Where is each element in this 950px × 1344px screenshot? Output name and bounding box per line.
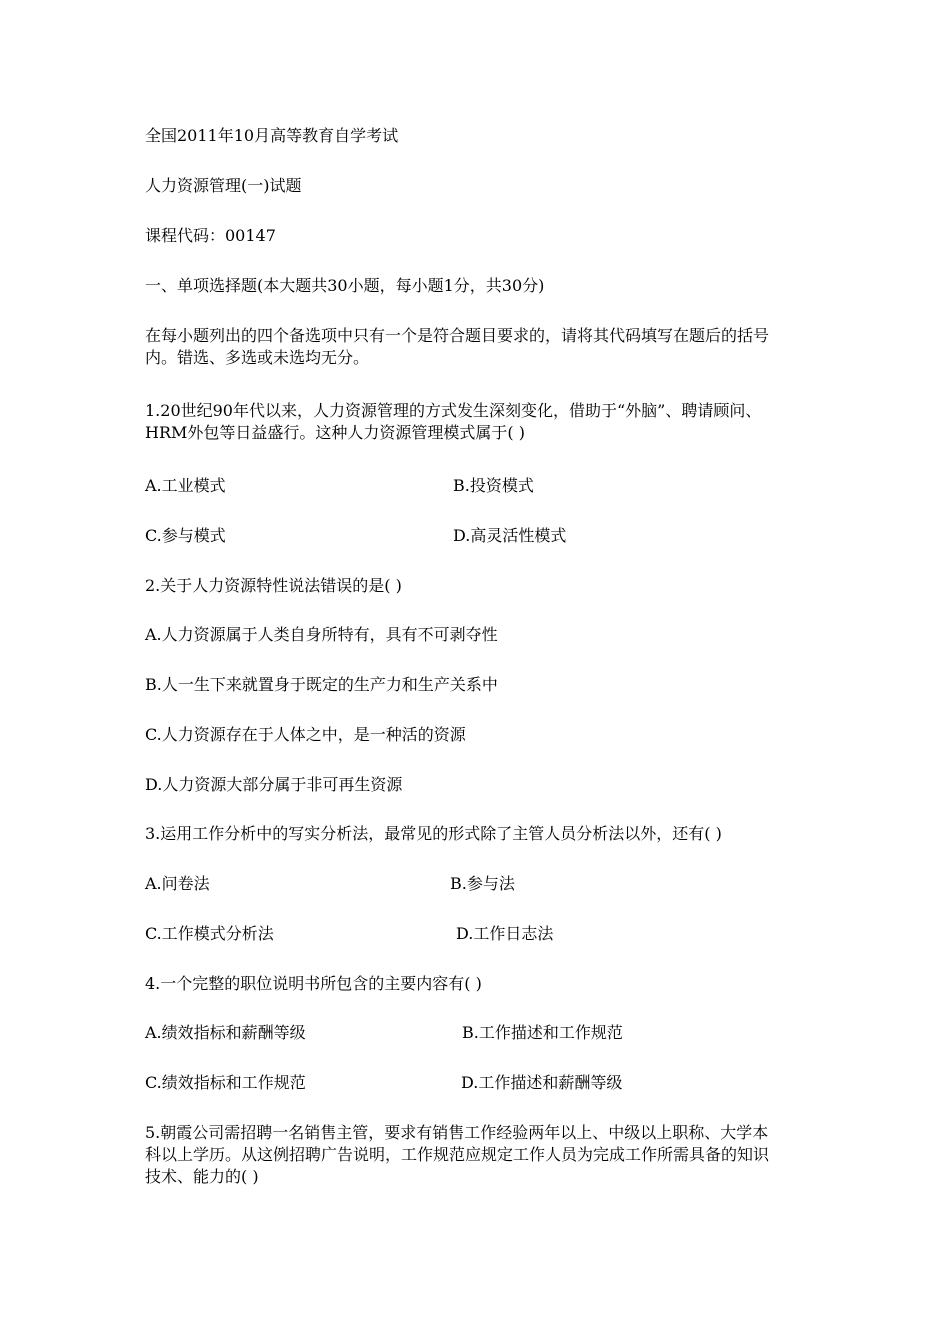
- question-2-option-c: C.人力资源存在于人体之中，是一种活的资源: [145, 725, 466, 744]
- course-code: 课程代码：00147: [145, 226, 276, 245]
- question-2-stem: 2.关于人力资源特性说法错误的是( ): [145, 576, 402, 595]
- instruction-line: 内。错选、多选或未选均无分。: [145, 348, 370, 367]
- stem-line: 技术、能力的( ): [145, 1167, 259, 1186]
- question-1-option-b: B.投资模式: [453, 476, 534, 495]
- question-4-option-a: A.绩效指标和薪酬等级: [145, 1023, 306, 1042]
- question-4-stem: 4.一个完整的职位说明书所包含的主要内容有( ): [145, 974, 482, 993]
- question-3-option-d: D.工作日志法: [456, 924, 554, 943]
- question-5-stem: [145, 1122, 815, 1188]
- question-1-option-a: A.工业模式: [145, 476, 226, 495]
- section-heading: 一、单项选择题(本大题共30小题，每小题1分，共30分): [145, 276, 545, 295]
- question-4-option-c: C.绩效指标和工作规范: [145, 1073, 306, 1092]
- question-2-option-d: D.人力资源大部分属于非可再生资源: [145, 775, 403, 794]
- question-3-option-b: B.参与法: [450, 874, 515, 893]
- instruction-line: 在每小题列出的四个备选项中只有一个是符合题目要求的，请将其代码填写在题后的括号: [145, 326, 770, 345]
- stem-line: 5.朝霞公司需招聘一名销售主管，要求有销售工作经验两年以上、中级以上职称、大学本: [145, 1123, 769, 1142]
- document-page: [145, 0, 815, 1344]
- section-instructions: [145, 325, 815, 369]
- question-1-option-c: C.参与模式: [145, 526, 226, 545]
- question-2-option-a: A.人力资源属于人类自身所特有，具有不可剥夺性: [145, 625, 498, 644]
- exam-title: 全国2011年10月高等教育自学考试: [145, 126, 399, 145]
- stem-line: 1.20世纪90年代以来，人力资源管理的方式发生深刻变化，借助于“外脑”、聘请顾问、: [145, 401, 762, 420]
- subject-title: 人力资源管理(一)试题: [145, 176, 302, 195]
- question-1-option-d: D.高灵活性模式: [453, 526, 567, 545]
- question-3-option-a: A.问卷法: [145, 874, 210, 893]
- question-4-option-b: B.工作描述和工作规范: [462, 1023, 623, 1042]
- question-3-option-c: C.工作模式分析法: [145, 924, 274, 943]
- stem-line: 科以上学历。从这例招聘广告说明，工作规范应规定工作人员为完成工作所需具备的知识: [145, 1145, 770, 1164]
- question-1-stem: [145, 400, 815, 444]
- question-4-option-d: D.工作描述和薪酬等级: [461, 1073, 623, 1092]
- question-2-option-b: B.人一生下来就置身于既定的生产力和生产关系中: [145, 675, 498, 694]
- stem-line: HRM外包等日益盛行。这种人力资源管理模式属于( ): [145, 423, 525, 442]
- question-3-stem: 3.运用工作分析中的写实分析法，最常见的形式除了主管人员分析法以外，还有( ): [145, 824, 722, 843]
